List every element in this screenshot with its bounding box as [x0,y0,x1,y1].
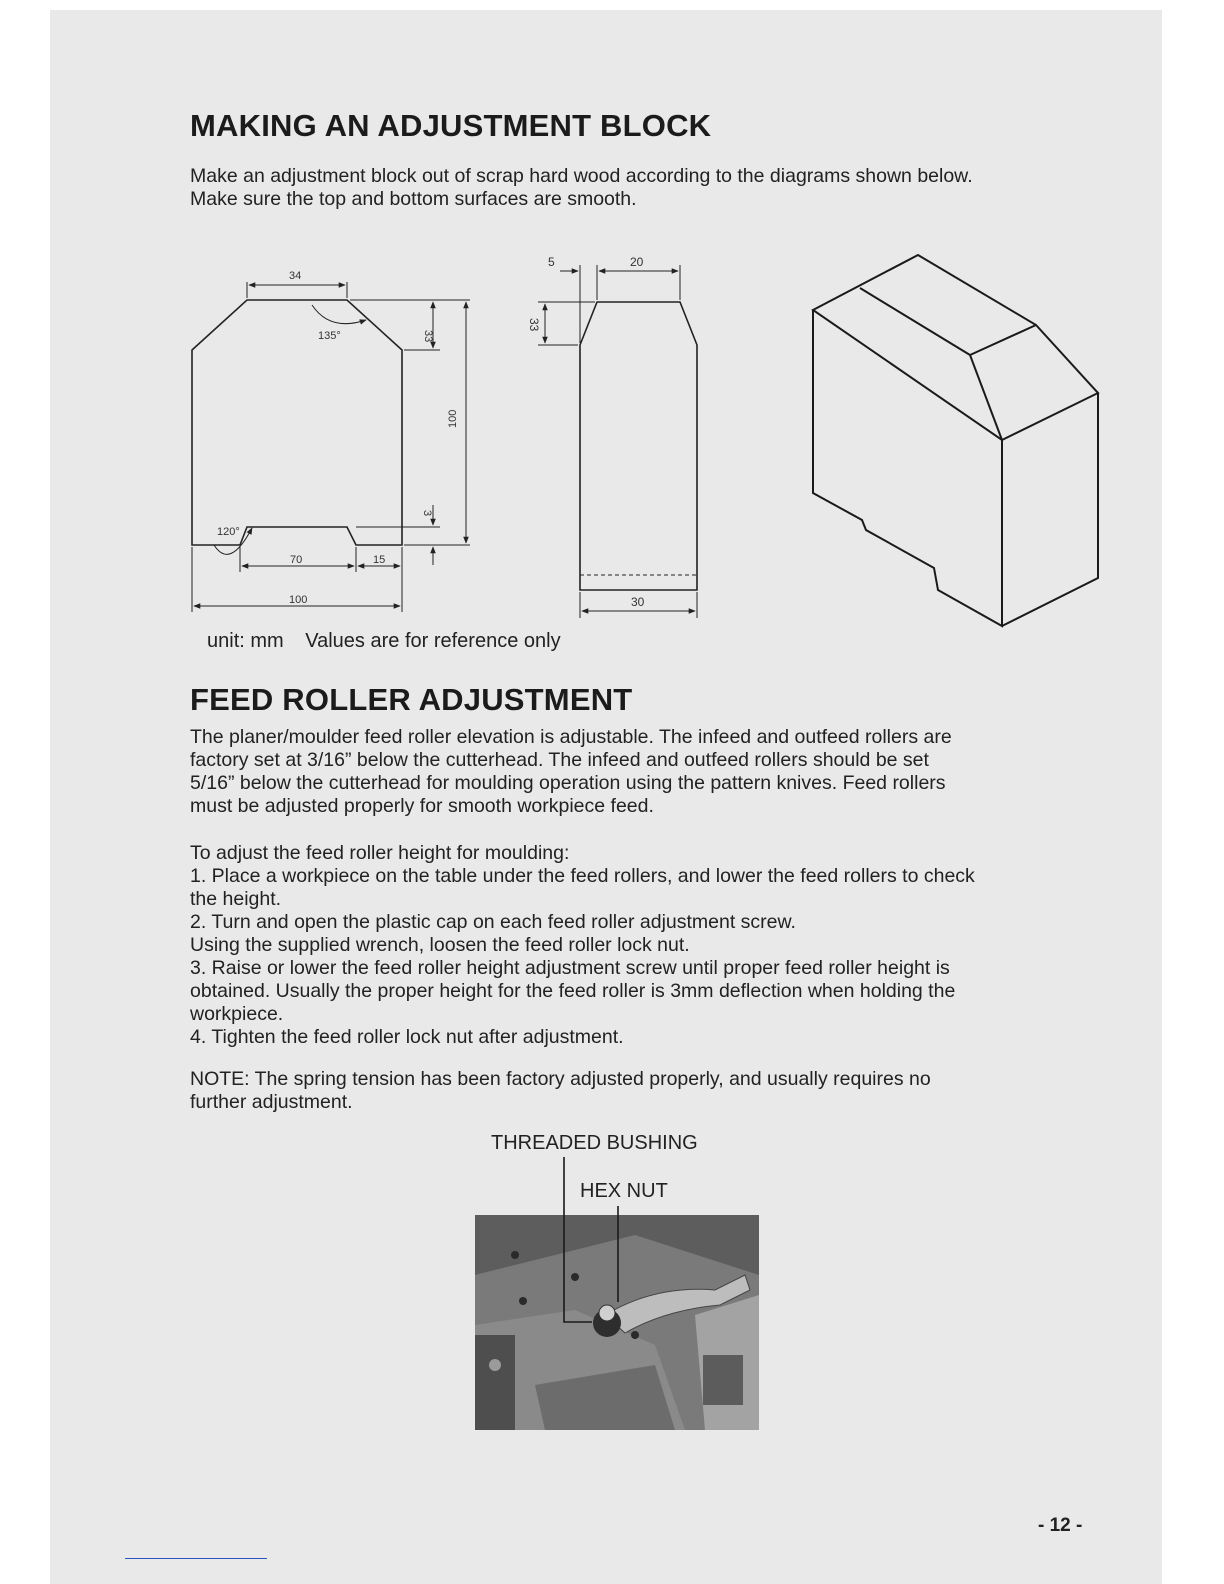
unit-label: unit: mm [207,630,284,652]
note-line: further adjustment. [190,1091,353,1113]
label-hex-nut: HEX NUT [580,1180,668,1202]
paragraph-line: 5/16” below the cutterhead for moulding operation using the pattern knives. Feed rollers [190,772,946,794]
dim-label: 100 [289,594,308,606]
dim-label: 30 [631,595,645,609]
angle-label: 120° [217,526,240,538]
section-title-adjustment-block: MAKING AN ADJUSTMENT BLOCK [190,108,712,143]
step-line: 4. Tighten the feed roller lock nut after adjustment. [190,1026,624,1048]
dim-label: 100 [447,409,459,428]
label-threaded-bushing: THREADED BUSHING [491,1132,698,1154]
dim-label: 15 [373,554,386,566]
paragraph-line: must be adjusted properly for smooth workpiece feed. [190,795,654,817]
dim-label: 33 [422,330,434,343]
dim-label: 70 [290,554,303,566]
intro-line: Make sure the top and bottom surfaces are smooth. [190,188,637,210]
step-line: To adjust the feed roller height for moulding: [190,842,570,864]
step-line: 1. Place a workpiece on the table under the feed rollers, and lower the feed rollers to check [190,865,975,887]
page-number: - 12 - [1038,1515,1083,1536]
section-title-feed-roller: FEED ROLLER ADJUSTMENT [190,682,633,717]
paragraph-line: factory set at 3/16” below the cutterhead. The infeed and outfeed rollers should be set [190,749,929,771]
step-line: workpiece. [190,1003,284,1025]
footer-rule [125,1558,267,1559]
reference-note: Values are for reference only [305,630,561,652]
note-line: NOTE: The spring tension has been factory adjusted properly, and usually requires no [190,1068,931,1090]
dim-label: 3 [421,510,433,517]
step-line: obtained. Usually the proper height for the feed roller is 3mm deflection when holding the [190,980,956,1002]
dim-label: 5 [548,255,555,269]
paragraph-line: The planer/moulder feed roller elevation is adjustable. The infeed and outfeed rollers are [190,726,952,748]
step-line: the height. [190,888,282,910]
step-line: 3. Raise or lower the feed roller height adjustment screw until proper feed roller height is [190,957,950,979]
dim-label: 33 [527,318,541,332]
step-line: Using the supplied wrench, loosen the feed roller lock nut. [190,934,690,956]
step-line: 2. Turn and open the plastic cap on each feed roller adjustment screw. [190,911,796,933]
dim-label: 34 [289,270,302,282]
intro-line: Make an adjustment block out of scrap hard wood according to the diagrams shown below. [190,165,973,187]
angle-label: 135° [318,330,341,342]
dim-label: 20 [630,255,644,269]
